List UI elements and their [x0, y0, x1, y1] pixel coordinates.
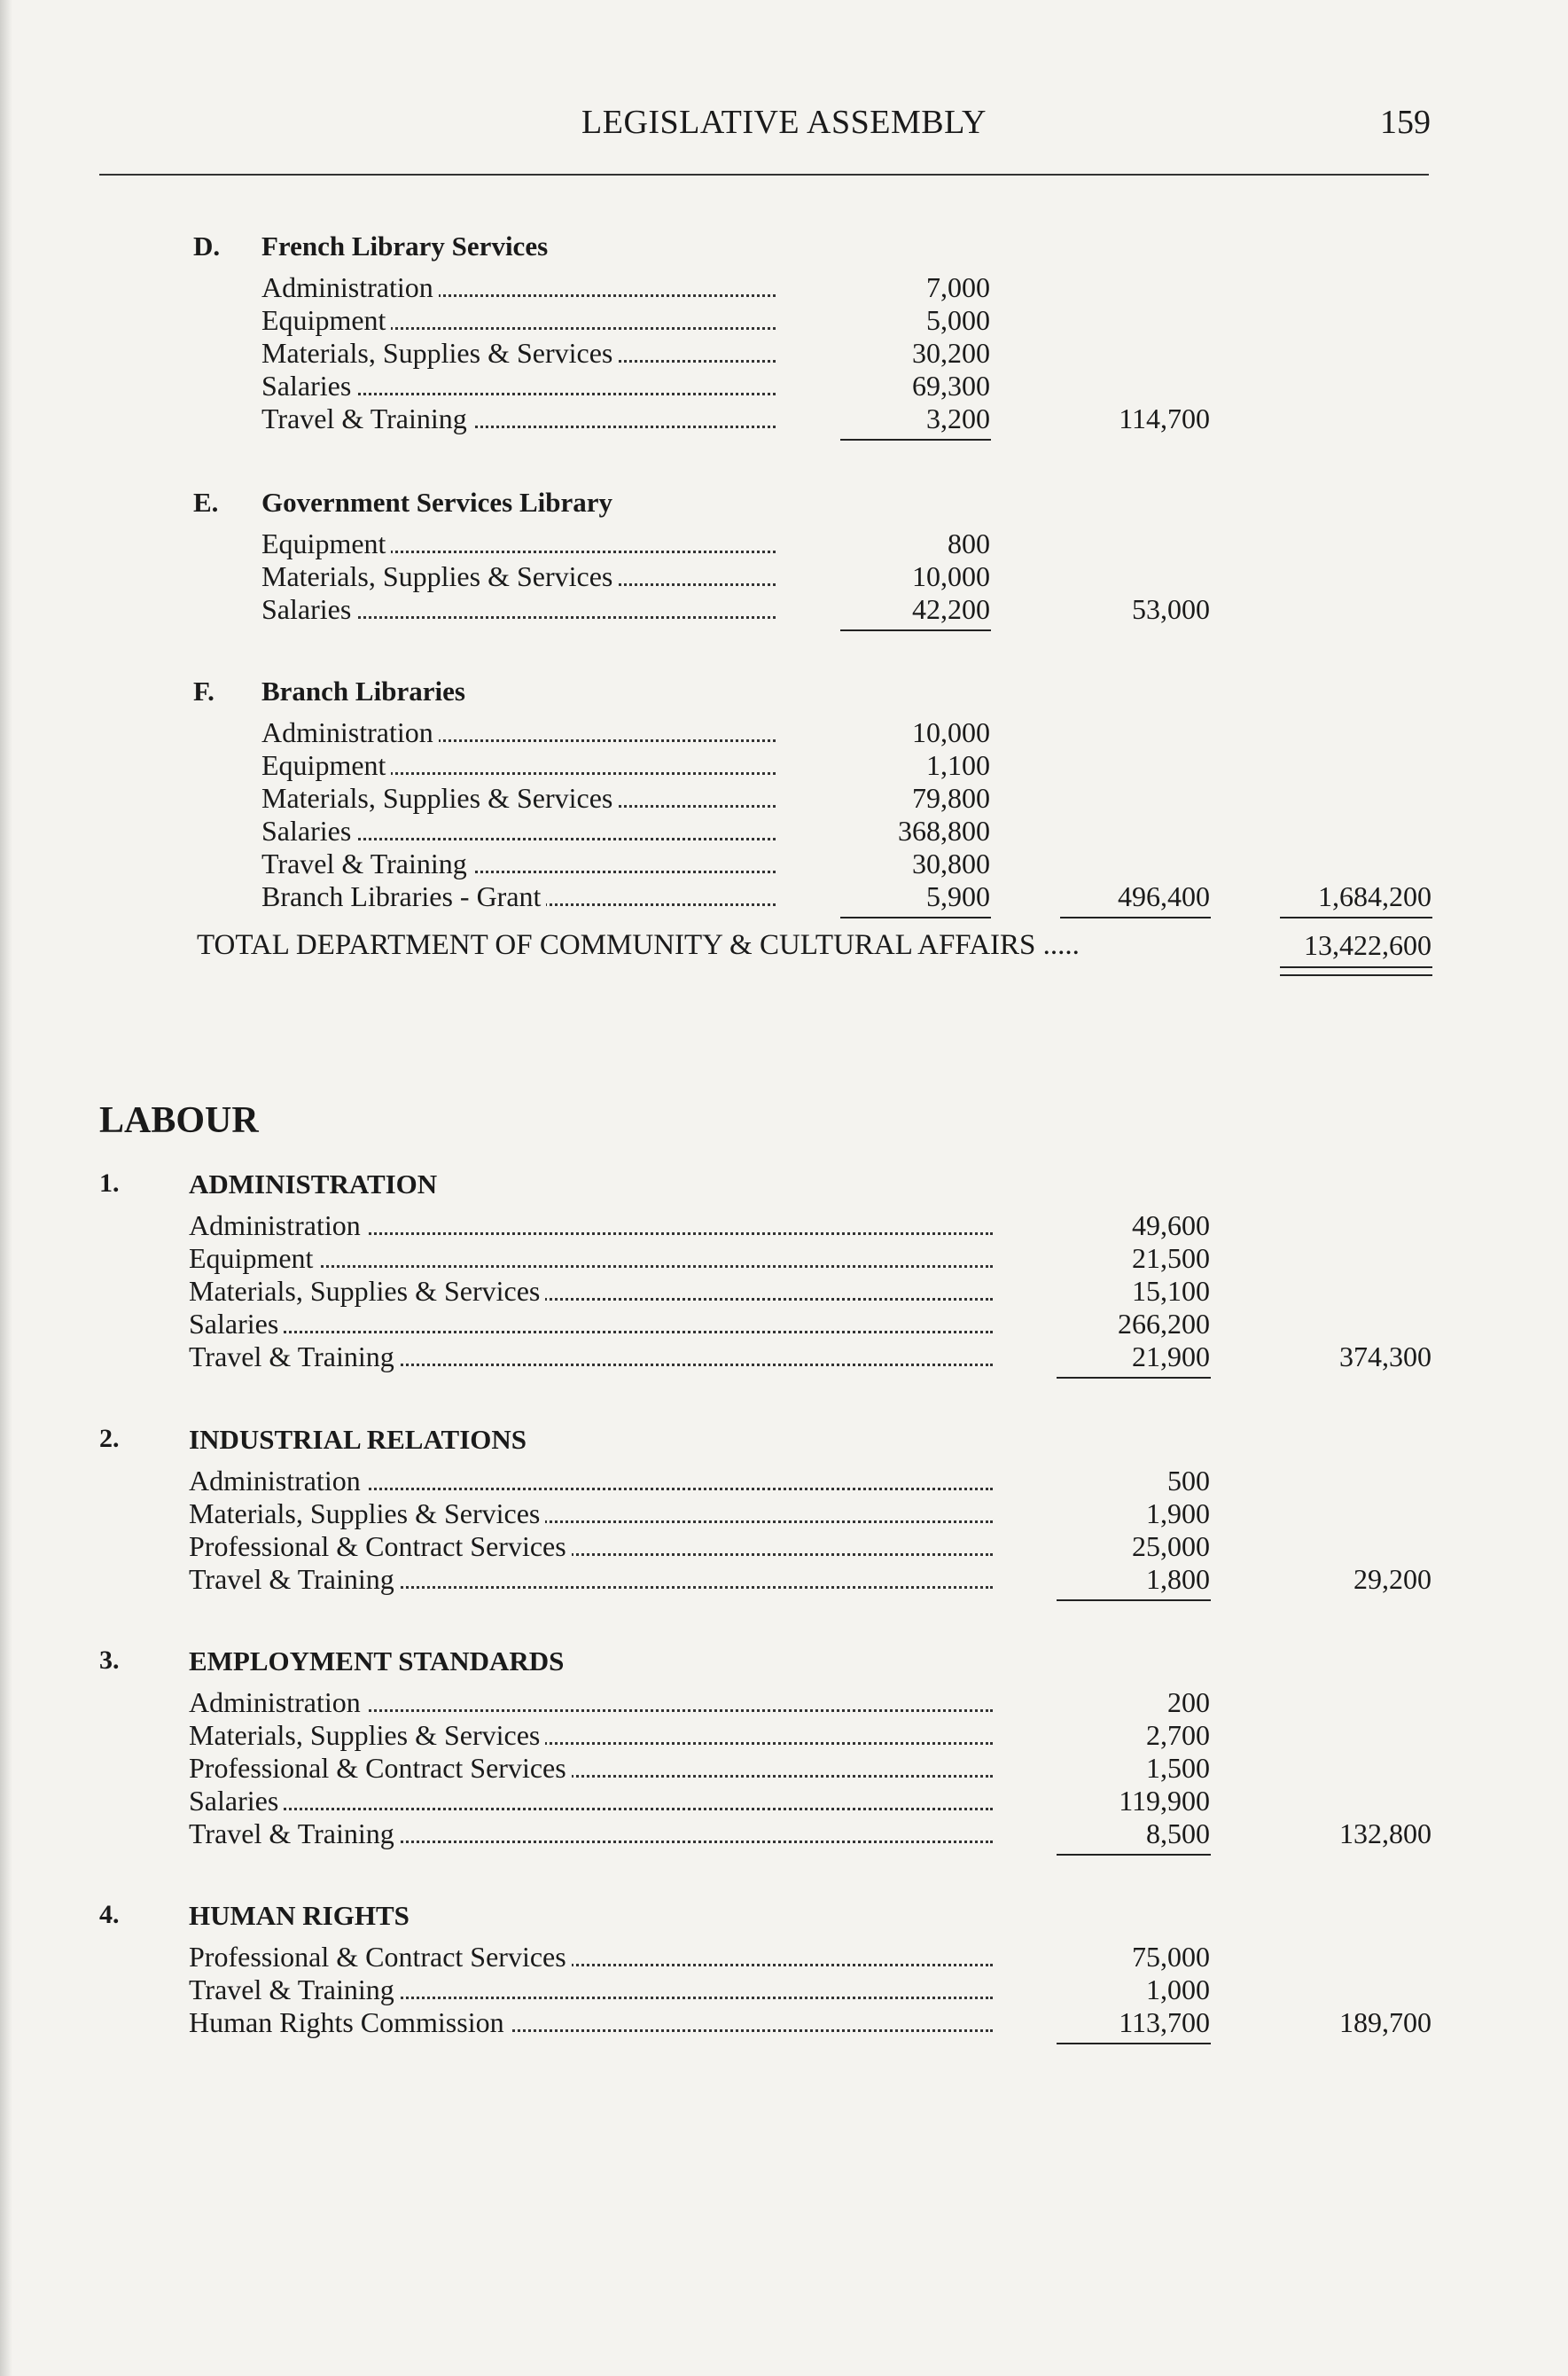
item-label: Salaries	[261, 370, 776, 403]
line-item	[0, 1530, 1568, 1564]
subtotal-underline	[840, 439, 991, 441]
line-item	[0, 1719, 1568, 1753]
line-item	[0, 1497, 1568, 1531]
item-label: Administration	[261, 716, 776, 749]
line-item-amount: 21,500	[1132, 1242, 1210, 1274]
program-number: 3.	[99, 1645, 120, 1675]
item-label: Salaries	[189, 1785, 993, 1817]
item-label: Equipment	[261, 528, 776, 560]
item-label: Branch Libraries - Grant	[261, 880, 776, 913]
item-label: Travel & Training	[189, 1973, 993, 2006]
item-label: Materials, Supplies & Services	[189, 1497, 993, 1530]
line-item-amount: 3,200	[926, 403, 990, 434]
program-number: 1.	[99, 1168, 120, 1198]
item-label: Professional & Contract Services	[189, 1752, 993, 1785]
line-item	[0, 271, 1568, 305]
line-item	[0, 815, 1568, 848]
line-item-amount: 1,000	[1146, 1973, 1210, 2005]
item-label: Materials, Supplies & Services	[189, 1719, 993, 1752]
item-label: Salaries	[189, 1308, 993, 1340]
line-item	[0, 1785, 1568, 1818]
line-item-amount: 1,500	[1146, 1752, 1210, 1784]
line-item	[0, 1752, 1568, 1786]
line-item-amount: 500	[1167, 1465, 1210, 1497]
item-label: Salaries	[261, 815, 776, 848]
line-item	[0, 716, 1568, 750]
line-item	[0, 1340, 1568, 1374]
grand-total-double-underline	[1280, 966, 1432, 968]
line-item-amount: 8,500	[1146, 1817, 1210, 1849]
section-title: Government Services Library	[261, 487, 613, 518]
item-label: Travel & Training	[261, 848, 776, 880]
section-subtotal: 53,000	[1132, 593, 1210, 625]
subtotal-underline	[1060, 917, 1211, 918]
section-total: 1,684,200	[1318, 880, 1431, 912]
line-item	[0, 337, 1568, 371]
header-rule	[99, 174, 1429, 176]
line-item-amount: 21,900	[1132, 1340, 1210, 1372]
program-total: 374,300	[1339, 1340, 1431, 1372]
line-item-amount: 49,600	[1132, 1209, 1210, 1241]
line-item	[0, 593, 1568, 627]
section-subtotal: 496,400	[1118, 880, 1210, 912]
section-subtotal: 114,700	[1119, 403, 1210, 434]
line-item-amount: 42,200	[912, 593, 990, 625]
subtotal-underline	[1057, 1377, 1211, 1379]
subtotal-underline	[840, 917, 991, 918]
line-item-amount: 2,700	[1146, 1719, 1210, 1751]
line-item	[0, 1209, 1568, 1243]
line-item-amount: 10,000	[912, 716, 990, 748]
line-item-amount: 30,800	[912, 848, 990, 879]
line-item	[0, 1275, 1568, 1309]
running-header-title: LEGISLATIVE ASSEMBLY	[581, 104, 987, 141]
leader-dots	[189, 1808, 993, 1810]
item-label: Professional & Contract Services	[189, 1941, 993, 1973]
item-label: Salaries	[261, 593, 776, 626]
program-title: EMPLOYMENT STANDARDS	[189, 1645, 565, 1676]
line-item	[0, 304, 1568, 338]
line-item-amount: 15,100	[1132, 1275, 1210, 1307]
item-label: Materials, Supplies & Services	[261, 337, 776, 370]
item-label: Human Rights Commission	[189, 2006, 993, 2039]
item-label: Equipment	[261, 304, 776, 337]
item-label: Materials, Supplies & Services	[189, 1275, 993, 1308]
page-number: 159	[1380, 104, 1431, 141]
section-title: Branch Libraries	[261, 676, 465, 707]
item-label: Materials, Supplies & Services	[261, 782, 776, 815]
line-item	[0, 1465, 1568, 1498]
line-item-amount: 1,900	[1146, 1497, 1210, 1529]
line-item-amount: 368,800	[898, 815, 990, 847]
section-letter: E.	[193, 487, 219, 518]
program-total: 189,700	[1339, 2006, 1431, 2038]
section-letter: D.	[193, 231, 221, 262]
department-total-amount: 13,422,600	[1304, 929, 1431, 961]
program-total: 29,200	[1353, 1563, 1431, 1595]
line-item	[0, 370, 1568, 403]
item-label: Equipment	[189, 1242, 993, 1275]
item-label: Administration	[189, 1465, 993, 1497]
line-item	[0, 560, 1568, 594]
item-label: Travel & Training	[189, 1563, 993, 1596]
program-number: 4.	[99, 1900, 120, 1929]
line-item-amount: 5,000	[926, 304, 990, 336]
line-item-amount: 1,100	[926, 749, 990, 781]
program-title: ADMINISTRATION	[189, 1168, 438, 1200]
line-item-amount: 5,900	[926, 880, 990, 912]
line-item-amount: 1,800	[1146, 1563, 1210, 1595]
line-item	[0, 1308, 1568, 1341]
item-label: Administration	[189, 1209, 993, 1242]
section-title: French Library Services	[261, 231, 549, 262]
line-item	[0, 1686, 1568, 1720]
line-item	[0, 782, 1568, 816]
leader-dots	[189, 1331, 993, 1333]
line-item-amount: 25,000	[1132, 1530, 1210, 1562]
program-title: HUMAN RIGHTS	[189, 1900, 410, 1931]
total-underline	[1280, 917, 1432, 918]
line-item-amount: 119,900	[1119, 1785, 1210, 1817]
line-item	[0, 403, 1568, 436]
item-label: Travel & Training	[261, 403, 776, 435]
line-item-amount: 79,800	[912, 782, 990, 814]
item-label: Equipment	[261, 749, 776, 782]
line-item-amount: 800	[948, 528, 990, 559]
labour-heading: LABOUR	[99, 1100, 259, 1141]
line-item-amount: 69,300	[912, 370, 990, 402]
line-item-amount: 75,000	[1132, 1941, 1210, 1973]
grand-total-double-underline	[1280, 974, 1432, 976]
program-title: INDUSTRIAL RELATIONS	[189, 1424, 527, 1455]
item-label: Travel & Training	[189, 1340, 993, 1373]
line-item	[0, 1817, 1568, 1851]
line-item-amount: 30,200	[912, 337, 990, 369]
line-item	[0, 848, 1568, 881]
line-item-amount: 10,000	[912, 560, 990, 592]
subtotal-underline	[1057, 1599, 1211, 1601]
line-item-amount: 113,700	[1119, 2006, 1210, 2038]
line-item-amount: 7,000	[926, 271, 990, 303]
item-label: Administration	[261, 271, 776, 304]
line-item	[0, 528, 1568, 561]
subtotal-underline	[1057, 2043, 1211, 2044]
subtotal-underline	[840, 629, 991, 631]
line-item	[0, 1941, 1568, 1974]
department-total-label: TOTAL DEPARTMENT OF COMMUNITY & CULTURAL AFFAIRS .....	[197, 929, 1080, 961]
item-label: Administration	[189, 1686, 993, 1719]
item-label: Travel & Training	[189, 1817, 993, 1850]
line-item-amount: 266,200	[1118, 1308, 1210, 1340]
item-label: Materials, Supplies & Services	[261, 560, 776, 593]
section-letter: F.	[193, 676, 215, 707]
item-label: Professional & Contract Services	[189, 1530, 993, 1563]
subtotal-underline	[1057, 1854, 1211, 1856]
line-item-amount: 200	[1167, 1686, 1210, 1718]
line-item	[0, 749, 1568, 783]
line-item	[0, 1973, 1568, 2007]
line-item	[0, 1563, 1568, 1597]
program-total: 132,800	[1339, 1817, 1431, 1849]
line-item	[0, 2006, 1568, 2040]
line-item	[0, 1242, 1568, 1276]
program-number: 2.	[99, 1424, 120, 1453]
